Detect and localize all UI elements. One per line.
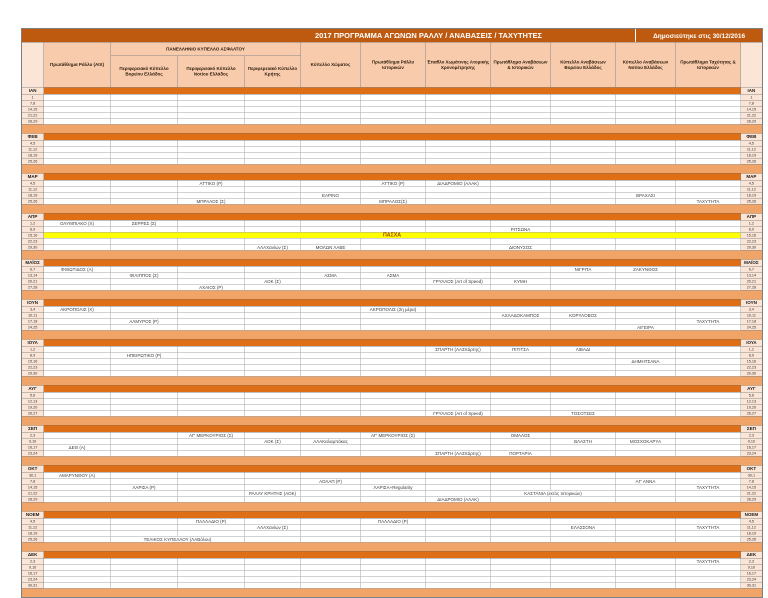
- week-dates-right: 25,26: [741, 536, 763, 542]
- week-dates-right: 28,29: [741, 118, 763, 124]
- month-label-left: ΜΑΡ: [22, 173, 44, 180]
- event-cell: ΜΟΛΩΝ ΛΑΒΕ: [301, 244, 361, 250]
- week-dates-left: 6,7: [22, 266, 44, 272]
- week-dates-right: 29,30: [741, 244, 763, 250]
- week-dates-right: 18,19: [741, 530, 763, 536]
- month-separator: [22, 124, 763, 133]
- week-dates-left: 23,24: [22, 450, 44, 456]
- week-dates-right: 25,26: [741, 158, 763, 164]
- week-dates-left: 16,17: [22, 570, 44, 576]
- event-cell: ΒΡΑΧΑΣΙ: [616, 192, 676, 198]
- week-dates-right: 24,25: [741, 324, 763, 330]
- event-cell: ΜΟΣΧΟΚΑΡΥΑ: [616, 438, 676, 444]
- week-dates-right: 1: [741, 94, 763, 100]
- month-label-left: ΟΚΤ: [22, 465, 44, 472]
- event-cell: ΑΤΤΙΚΟ (Ρ): [178, 180, 245, 186]
- event-cell: ΑΙΓΕΙΡΑ: [616, 324, 676, 330]
- week-dates-left: 18,19: [22, 192, 44, 198]
- event-cell: ΤΑΧΥΤΗΤΑ: [676, 198, 741, 204]
- col-header-aix: Πρωτάθλημα Ράλλυ (ΑΙΧ): [44, 42, 111, 87]
- week-dates-right: 21,22: [741, 490, 763, 496]
- week-dates-right: 11,12: [741, 186, 763, 192]
- week-dates-left: 10,11: [22, 312, 44, 318]
- week-dates-right: 10,11: [741, 312, 763, 318]
- week-dates-left: 11,12: [22, 524, 44, 530]
- month-band: [44, 259, 741, 266]
- event-cell: ΑΣΜΑ: [301, 272, 361, 278]
- col-header-kritis: Περιφερειακό Κύπελλο Κρήτης: [245, 56, 301, 88]
- month-separator-row: [22, 456, 763, 465]
- event-cell: ΛΑΡΙΣΑ (Ρ): [111, 484, 178, 490]
- week-dates-left: 30,1: [22, 472, 44, 478]
- month-separator: [22, 290, 763, 299]
- event-cell: ΝΙΓΡΙΤΑ: [551, 266, 616, 272]
- week-dates-right: 28,29: [741, 496, 763, 502]
- month-header-row: [22, 213, 763, 220]
- month-label-right: ΙΟΥΛ: [741, 339, 763, 346]
- event-cell: ΡΑΛΛΥ ΚΡΗΤΗΣ (ΑΟΚ): [245, 490, 301, 496]
- month-header-row: [22, 425, 763, 432]
- week-dates-left: 29,30: [22, 244, 44, 250]
- month-band: [44, 425, 741, 432]
- month-label-right: ΦΕΒ: [741, 133, 763, 140]
- week-dates-left: 5,6: [22, 392, 44, 398]
- month-label-left: ΙΑΝ: [22, 87, 44, 94]
- col-header-anab-ist: Πρωτάθλημα Αναβάσεων & Ιστορικών: [491, 42, 551, 87]
- month-label-right: ΟΚΤ: [741, 465, 763, 472]
- week-dates-left: 4,5: [22, 140, 44, 146]
- week-dates-left: 3,4: [22, 306, 44, 312]
- month-label-left: ΜΑΪΟΣ: [22, 259, 44, 266]
- month-separator: [22, 588, 763, 597]
- month-separator: [22, 376, 763, 385]
- week-dates-left: 1,2: [22, 346, 44, 352]
- week-dates-left: 26,27: [22, 410, 44, 416]
- week-dates-left: 22,23: [22, 364, 44, 370]
- event-cell: ΑΣΜΑ: [361, 272, 426, 278]
- month-separator: [22, 542, 763, 551]
- event-cell: ΑΜΑΡΥΝΘΟΥ (Α): [44, 472, 111, 478]
- month-label-right: ΜΑΪΟΣ: [741, 259, 763, 266]
- week-dates-left: 25,26: [22, 158, 44, 164]
- month-band: [44, 213, 741, 220]
- week-dates-left: 23,24: [22, 576, 44, 582]
- week-dates-left: 21,22: [22, 490, 44, 496]
- month-label-right: ΑΠΡ: [741, 213, 763, 220]
- week-dates-left: 4,5: [22, 180, 44, 186]
- week-dates-right: 2,3: [741, 432, 763, 438]
- event-cell: ΚΥΜΗ: [491, 278, 551, 284]
- page-title: 2017 ΠΡΟΓΡΑΜΜΑ ΑΓΩΝΩΝ ΡΑΛΛΥ / ΑΝΑΒΑΣΕΙΣ / ΤΑΧΥΤΗΤΕΣ: [314, 31, 543, 40]
- month-band: [44, 551, 741, 558]
- event-cell: ΜΠΡΑΛΟΣ (Σ): [178, 198, 245, 204]
- week-dates-right: 4,5: [741, 140, 763, 146]
- event-cell: ΤΕΛΙΚΟΣ ΚΥΠΕΛΛΟΥ (ΛΑΒόλου): [111, 536, 245, 542]
- month-separator-row: [22, 416, 763, 425]
- week-dates-right: 23,24: [741, 576, 763, 582]
- event-cell: ΣΠΑΡΤΗ (ΛΑΣπάρτης): [426, 450, 491, 456]
- week-dates-right: 2,3: [741, 558, 763, 564]
- event-cell: ΔΙΑΔΡΟΜΙΟ (ΑΛΑΚ): [426, 496, 491, 502]
- month-label-right: ΜΑΡ: [741, 173, 763, 180]
- month-header-row: [22, 511, 763, 518]
- page: [0, 28, 768, 588]
- week-dates-right: 16,17: [741, 444, 763, 450]
- week-dates-right: 9,10: [741, 564, 763, 570]
- month-label-right: ΝΟΕΜ: [741, 511, 763, 518]
- month-header-row: [22, 465, 763, 472]
- event-cell: ΑΚΡΟΠΟΛΙΣ (Χ): [44, 306, 111, 312]
- week-dates-right: 17,18: [741, 318, 763, 324]
- event-cell: ΑΛΑΚαλαμπάκας: [301, 438, 361, 444]
- week-dates-left: 15,16: [22, 232, 44, 238]
- event-cell: ΑΛΜΥΡΟΣ (Ρ): [111, 318, 178, 324]
- event-cell: ΠΑΛΛΑΔΙΟ (Ρ): [178, 518, 245, 524]
- month-separator-row: [22, 330, 763, 339]
- month-band: [44, 511, 741, 518]
- event-cell: ΤΑΧΥΤΗΤΑ: [676, 524, 741, 530]
- col-header-homatos: Κύπελλο Χώματος: [301, 42, 361, 87]
- month-separator: [22, 330, 763, 339]
- col-header-voreiou: Περιφερειακό Κύπελλο Βορείου Ελλάδος: [111, 56, 178, 88]
- month-label-left: ΣΕΠ: [22, 425, 44, 432]
- week-dates-left: 20,21: [22, 278, 44, 284]
- month-header-row: [22, 259, 763, 266]
- month-label-right: ΔΕΚ: [741, 551, 763, 558]
- event-cell: ΑΤΤΙΚΟ (Ρ): [361, 180, 426, 186]
- week-dates-left: 9,10: [22, 438, 44, 444]
- event-cell: ΑΓ' ΑΝΝΑ: [616, 478, 676, 484]
- header-row-1: [22, 42, 763, 56]
- event-cell: ΚΑΣΤΑΝΙΑ (εκτός Ιστορικών): [491, 490, 616, 496]
- week-dates-left: 1,2: [22, 220, 44, 226]
- month-header-row: [22, 385, 763, 392]
- week-dates-right: 18,19: [741, 152, 763, 158]
- month-band: [44, 133, 741, 140]
- month-separator-row: [22, 588, 763, 597]
- event-cell: ΠΟΡΤΑΡΙΑ: [491, 450, 551, 456]
- month-separator: [22, 416, 763, 425]
- event-cell: ΜΠΡΑΛΟΣ(Σ): [361, 198, 426, 204]
- week-dates-left: 29,30: [22, 370, 44, 376]
- week-dates-left: 18,19: [22, 152, 44, 158]
- month-label-right: ΙΟΥΝ: [741, 299, 763, 306]
- event-cell: ΒΛΑΣΤΗ: [551, 438, 616, 444]
- event-cell: ΤΑΧΥΤΗΤΑ: [676, 558, 741, 564]
- week-dates-left: 1: [22, 94, 44, 100]
- month-separator: [22, 502, 763, 511]
- week-dates-right: 18,19: [741, 192, 763, 198]
- event-cell: ΤΑΧΥΤΗΤΑ: [676, 484, 741, 490]
- col-header-notiou: Περιφερειακό Κύπελλο Νοτίου Ελλάδος: [178, 56, 245, 88]
- event-cell: ΑΛΑΧανίων (Σ): [245, 524, 301, 530]
- event-cell: ΑΟΚ (Σ): [245, 438, 301, 444]
- week-dates-left: 28,29: [22, 496, 44, 502]
- week-dates-left: 2,3: [22, 558, 44, 564]
- week-dates-right: 13,14: [741, 272, 763, 278]
- week-dates-right: 1,2: [741, 346, 763, 352]
- event-cell: ΔΙΟΝΥΣΟΣ: [491, 244, 551, 250]
- month-header-row: [22, 133, 763, 140]
- week-dates-left: 7,8: [22, 478, 44, 484]
- month-band: [44, 339, 741, 346]
- month-column-header-left: [22, 42, 44, 87]
- event-cell: ΟΛΥΜΠΙΑΚΟ (Χ): [44, 220, 111, 226]
- week-dates-right: 8,9: [741, 352, 763, 358]
- event-cell: ΣΕΡΡΕΣ (Σ): [111, 220, 178, 226]
- event-cell: ΔΗΜΗΤΣΑΝΑ: [616, 358, 676, 364]
- month-label-left: ΙΟΥΝ: [22, 299, 44, 306]
- month-separator-row: [22, 376, 763, 385]
- week-dates-right: 12,13: [741, 398, 763, 404]
- event-cell: ΓΡΥΛΛΟΣ (Art of Speed): [426, 410, 491, 416]
- month-separator: [22, 456, 763, 465]
- month-separator-row: [22, 250, 763, 259]
- month-label-left: ΦΕΒ: [22, 133, 44, 140]
- event-cell: ΚΟΡΥΛΟΒΟΣ: [551, 312, 616, 318]
- month-band: [44, 465, 741, 472]
- month-band: [44, 385, 741, 392]
- week-dates-left: 21,22: [22, 112, 44, 118]
- event-cell: ΑΟΚ (Σ): [245, 278, 301, 284]
- week-dates-left: 13,14: [22, 272, 44, 278]
- week-dates-left: 27,28: [22, 284, 44, 290]
- title-row: [22, 29, 763, 43]
- event-cell: ΑΓ' ΜΕΡΚΟΥΡΙΟΣ (Σ): [178, 432, 245, 438]
- week-dates-left: 11,12: [22, 146, 44, 152]
- event-cell: ΛΙΒΑΔΙ: [551, 346, 616, 352]
- week-dates-left: 24,25: [22, 324, 44, 330]
- event-cell: ΑΓ' ΜΕΡΚΟΥΡΙΟΣ (Σ): [361, 432, 426, 438]
- month-band: [44, 173, 741, 180]
- week-dates-left: 22,23: [22, 238, 44, 244]
- event-cell: ΡΙΤΣΩΝΑ: [491, 226, 551, 232]
- week-dates-right: 9,10: [741, 438, 763, 444]
- col-header-anab-not: Κύπελλο Αναβάσεων Νοτίου Ελλάδος: [616, 42, 676, 87]
- month-header-row: [22, 173, 763, 180]
- month-separator-row: [22, 204, 763, 213]
- week-dates-left: 8,9: [22, 226, 44, 232]
- week-dates-left: 14,15: [22, 106, 44, 112]
- week-dates-right: 11,12: [741, 146, 763, 152]
- event-cell: ΑΧΛΑΔΟΚΑΜΠΟΣ: [491, 312, 551, 318]
- week-dates-left: 8,9: [22, 352, 44, 358]
- week-dates-right: 1,2: [741, 220, 763, 226]
- event-cell: ΑΛΑΧανίων (Σ): [245, 244, 301, 250]
- week-dates-right: 21,22: [741, 112, 763, 118]
- month-band: [44, 299, 741, 306]
- week-dates-left: 25,26: [22, 536, 44, 542]
- month-band: [44, 87, 741, 94]
- week-dates-left: 7,8: [22, 100, 44, 106]
- month-separator-row: [22, 542, 763, 551]
- week-dates-right: 4,5: [741, 180, 763, 186]
- week-dates-right: 16,17: [741, 570, 763, 576]
- calendar-body: [22, 87, 763, 597]
- month-label-left: ΔΕΚ: [22, 551, 44, 558]
- month-header-row: [22, 299, 763, 306]
- week-dates-right: 15,16: [741, 232, 763, 238]
- week-dates-left: 9,10: [22, 564, 44, 570]
- published-date: Δημοσιεύτηκε στις 30/12/2016: [653, 31, 746, 40]
- week-dates-left: 18,19: [22, 530, 44, 536]
- week-dates-right: 15,16: [741, 358, 763, 364]
- event-cell: ΔΙΑΔΡΟΜΙΟ (ΑΛΑΚ): [426, 180, 491, 186]
- event-cell: ΓΡΥΛΛΟΣ (Art of Speed): [426, 278, 491, 284]
- event-cell: ΤΟΣΟΤΣΕΣ: [551, 410, 616, 416]
- week-dates-right: 30,1: [741, 472, 763, 478]
- week-dates-right: 30,31: [741, 582, 763, 588]
- month-header-row: [22, 87, 763, 94]
- week-dates-right: 22,23: [741, 364, 763, 370]
- month-separator: [22, 204, 763, 213]
- week-dates-right: 27,28: [741, 284, 763, 290]
- week-dates-right: 14,15: [741, 484, 763, 490]
- month-label-right: ΣΕΠ: [741, 425, 763, 432]
- week-dates-right: 4,5: [741, 518, 763, 524]
- col-header-anab-vor: Κύπελλο Αναβάσεων Βορείου Ελλάδος: [551, 42, 616, 87]
- week-dates-right: 3,4: [741, 306, 763, 312]
- week-dates-right: 22,23: [741, 238, 763, 244]
- month-header-row: [22, 339, 763, 346]
- easter-row: ΠΑΣΧΑ: [44, 232, 741, 238]
- event-cell: ΔΕΘ (Α): [44, 444, 111, 450]
- event-cell: ΖΑΚΥΝΘΟΣ: [616, 266, 676, 272]
- month-label-left: ΑΥΓ: [22, 385, 44, 392]
- week-dates-left: 12,13: [22, 398, 44, 404]
- event-cell: ΤΑΧΥΤΗΤΑ: [676, 318, 741, 324]
- event-cell: ΣΠΑΡΤΗ (ΛΑΣπάρτης): [426, 346, 491, 352]
- week-dates-right: 7,8: [741, 478, 763, 484]
- week-dates-left: 2,3: [22, 432, 44, 438]
- group-header-asphalt-cup: ΠΑΝΕΛΛΗΝΙΟ ΚΥΠΕΛΛΟ ΑΣΦΑΛΤΟΥ: [111, 42, 301, 56]
- month-header-row: [22, 551, 763, 558]
- week-dates-right: 20,21: [741, 278, 763, 284]
- week-dates-left: 4,5: [22, 518, 44, 524]
- week-dates-left: 30,31: [22, 582, 44, 588]
- month-separator-row: [22, 124, 763, 133]
- month-label-right: ΑΥΓ: [741, 385, 763, 392]
- week-dates-left: 14,15: [22, 484, 44, 490]
- month-separator-row: [22, 502, 763, 511]
- col-header-taxytitas: Πρωτάθλημα Ταχύτητας & Ιστορικών: [676, 42, 741, 87]
- event-cell: ΕΑΡΙΝΟ: [301, 192, 361, 198]
- week-dates-right: 7,8: [741, 100, 763, 106]
- month-separator-row: [22, 164, 763, 173]
- event-cell: ΗΠΕΙΡΩΤΙΚΟ (Ρ): [111, 352, 178, 358]
- col-header-istorikon: Πρωτάθλημα Ράλλυ Ιστορικών: [361, 42, 426, 87]
- week-dates-right: 5,6: [741, 392, 763, 398]
- event-cell: ΑΧΑΙΟΣ (Ρ): [178, 284, 245, 290]
- week-dates-right: 14,15: [741, 106, 763, 112]
- week-dates-left: 19,20: [22, 404, 44, 410]
- event-cell: ΕΛΑΣΣΟΝΑ: [551, 524, 616, 530]
- week-dates-left: 15,16: [22, 358, 44, 364]
- week-dates-left: 25,26: [22, 198, 44, 204]
- month-label-left: ΝΟΕΜ: [22, 511, 44, 518]
- week-dates-left: 11,12: [22, 186, 44, 192]
- week-dates-right: 25,26: [741, 198, 763, 204]
- col-header-epathlo: Έπαθλο Χωμάτινης Ατομικής Χρονομέτρησης: [426, 42, 491, 87]
- week-dates-right: 6,7: [741, 266, 763, 272]
- event-cell: ΟΜΑΛΟΣ: [491, 432, 551, 438]
- calendar-table: [21, 28, 763, 598]
- week-dates-right: 23,24: [741, 450, 763, 456]
- month-label-right: ΙΑΝ: [741, 87, 763, 94]
- month-separator-row: [22, 290, 763, 299]
- event-cell: ΑΚΡΟΠΟΛΙΣ (2η μέρα): [361, 306, 426, 312]
- week-dates-right: 8,9: [741, 226, 763, 232]
- month-label-left: ΙΟΥΛ: [22, 339, 44, 346]
- event-cell: ΦΙΛΙΠΠΟΣ (Σ): [111, 272, 178, 278]
- week-dates-left: 28,29: [22, 118, 44, 124]
- event-cell: ΑΟΛΑΠ (Ρ): [301, 478, 361, 484]
- event-cell: ΛΑΡΙΣΑ+Regularity: [361, 484, 426, 490]
- week-dates-right: 11,12: [741, 524, 763, 530]
- event-cell: ΠΙΤΙΤΣΑ: [491, 346, 551, 352]
- week-dates-left: 16,17: [22, 444, 44, 450]
- week-dates-right: 19,20: [741, 404, 763, 410]
- month-separator: [22, 164, 763, 173]
- event-cell: ΠΑΛΛΑΔΙΟ (Ρ): [361, 518, 426, 524]
- month-separator: [22, 250, 763, 259]
- week-dates-right: 26,27: [741, 410, 763, 416]
- month-column-header-right: [741, 42, 763, 87]
- title-bar: [22, 29, 763, 43]
- week-dates-right: 29,30: [741, 370, 763, 376]
- event-cell: ΦΘΙΩΤΙΔΟΣ (Α): [44, 266, 111, 272]
- month-label-left: ΑΠΡ: [22, 213, 44, 220]
- week-dates-left: 17,18: [22, 318, 44, 324]
